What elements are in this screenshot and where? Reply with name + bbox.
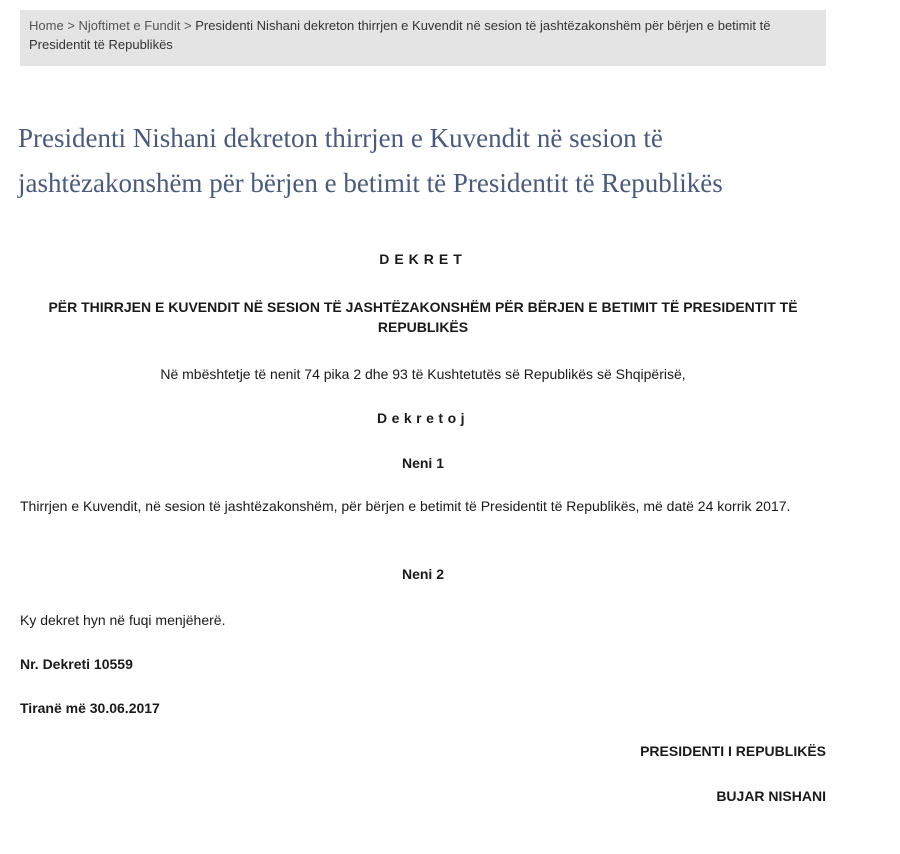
article-2-title: Neni 2 <box>401 566 444 582</box>
breadcrumb-section-link[interactable]: Njoftimet e Fundit <box>78 18 181 33</box>
decree-decrees-word: Dekretoj <box>376 410 470 426</box>
breadcrumb-current: Presidenti Nishani dekreton thirrjen e Kuvendit në sesion të jashtëzakonshëm për bërjen e betimit të Presidentit të Republikës <box>29 18 771 52</box>
signer-title: PRESIDENTI I REPUBLIKËS <box>640 743 826 759</box>
page-title: Presidenti Nishani dekreton thirrjen e Kuvendit në sesion të jashtëzakonshëm për bërjen e betimit të Presidentit të Republikës <box>18 123 723 198</box>
decree-legal-basis: Në mbështetje të nenit 74 pika 2 dhe 93 të Kushtetutës së Republikës së Shqipërisë, <box>160 366 686 382</box>
breadcrumb-separator: > <box>67 18 75 33</box>
breadcrumb-home-link[interactable]: Home <box>29 18 64 33</box>
decree-place-date: Tiranë më 30.06.2017 <box>20 700 160 716</box>
article-1-text: Thirrjen e Kuvendit, në sesion të jashtëzakonshëm, për bërjen e betimit të Presidentit të Republikës, më datë 24 korrik 2017. <box>20 498 791 514</box>
breadcrumb <box>20 10 826 66</box>
decree-heading: DEKRET <box>379 251 467 267</box>
decree-subtitle: PËR THIRRJEN E KUVENDIT NË SESION TË JASHTËZAKONSHËM PËR BËRJEN E BETIMIT TË PRESIDENTIT TË REPUBLIKËS <box>48 299 798 335</box>
decree-number: Nr. Dekreti 10559 <box>20 656 133 672</box>
article-1-title: Neni 1 <box>401 455 444 471</box>
article-2-text: Ky dekret hyn në fuqi menjëherë. <box>20 612 226 628</box>
breadcrumb-separator: > <box>184 18 192 33</box>
signer-name: BUJAR NISHANI <box>716 788 826 804</box>
